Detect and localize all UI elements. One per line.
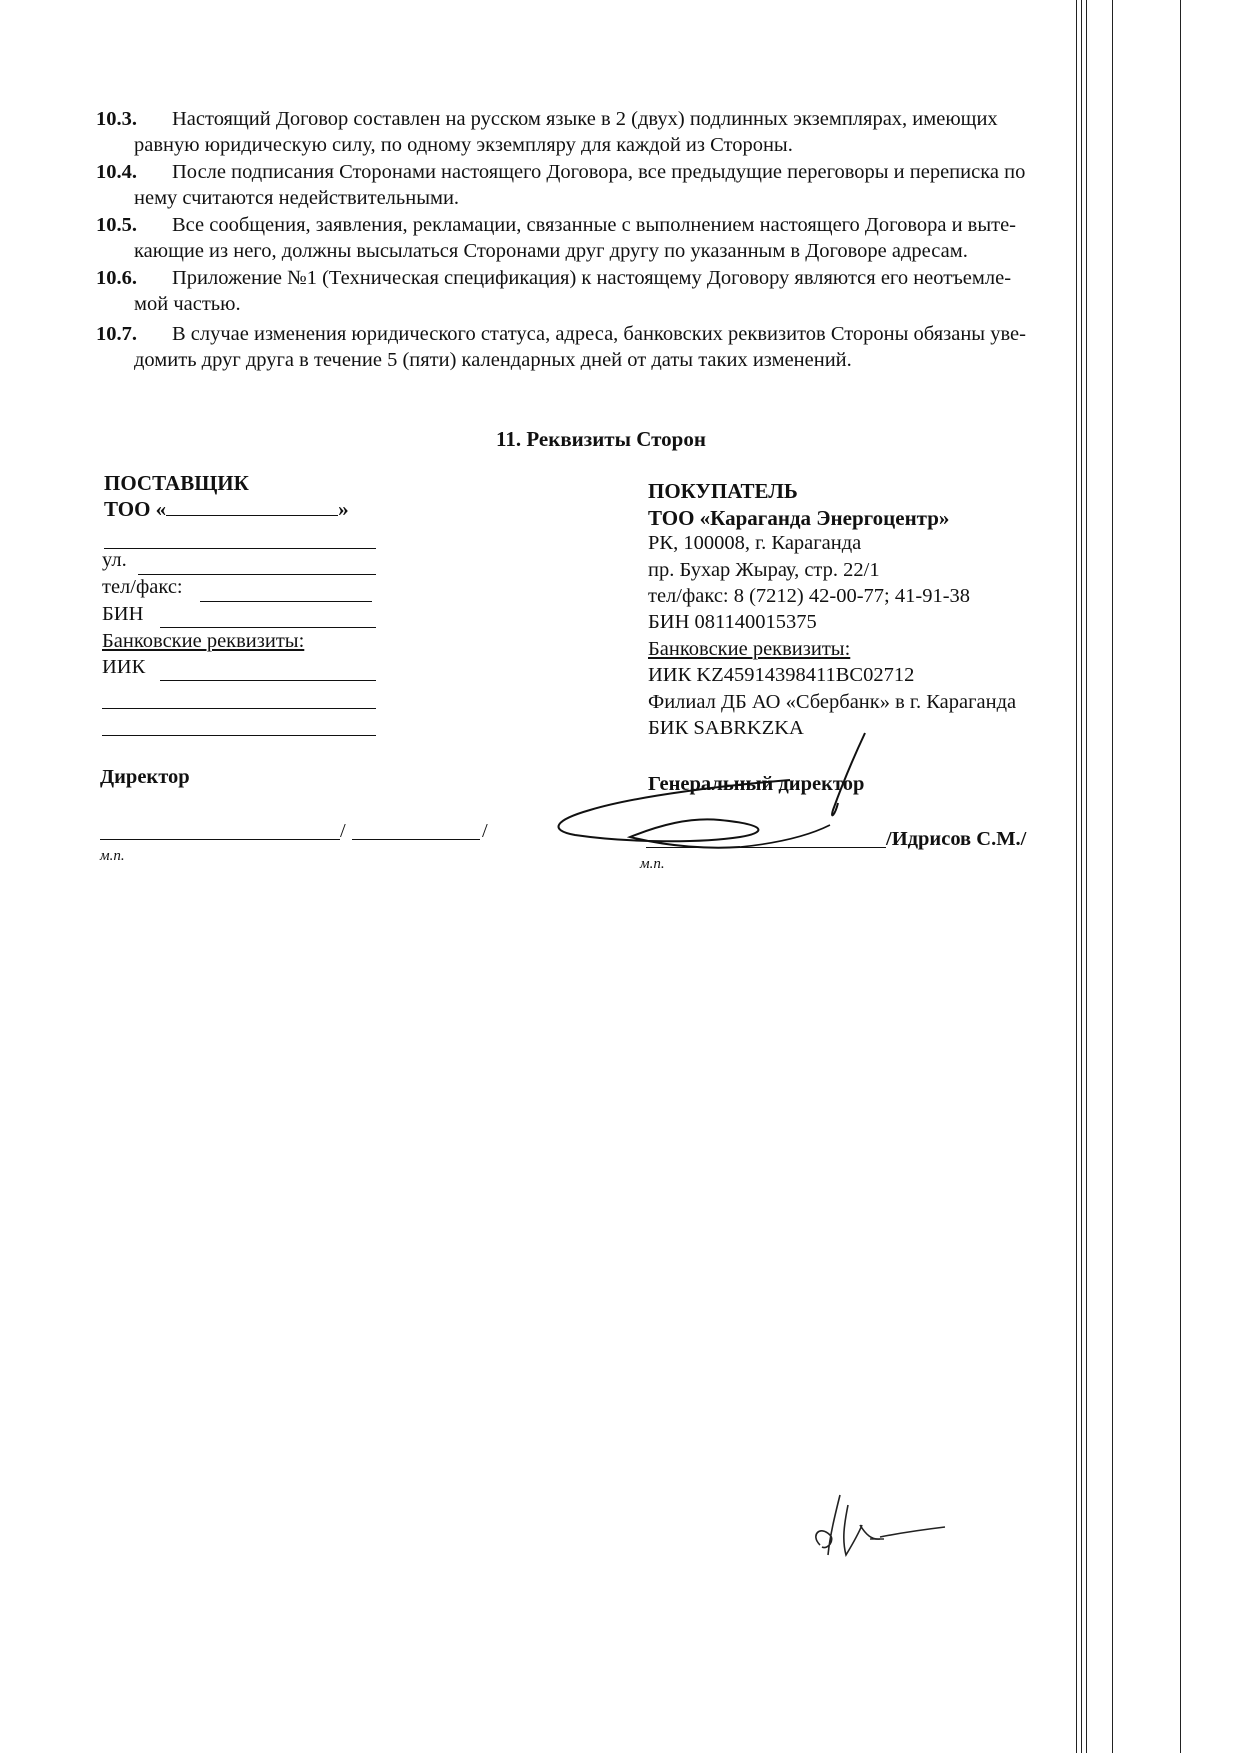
buyer-director-name: /Идрисов С.М./ xyxy=(886,828,1027,850)
buyer-address-line2: пр. Бухар Жырау, стр. 22/1 xyxy=(648,559,880,581)
clause-text-continued: кающие из него, должны высылаться Сторонами друг другу по указанным в Договоре адресам. xyxy=(134,240,968,262)
scan-border-line xyxy=(1086,0,1087,1753)
supplier-iik-label: ИИК xyxy=(102,656,146,678)
clause-text: Все сообщения, заявления, рекламации, связанные с выполнением настоящего Договора и выте- xyxy=(172,214,1017,236)
supplier-blank-line xyxy=(104,548,376,549)
director-signature xyxy=(550,725,890,855)
supplier-bin-line xyxy=(160,627,376,628)
supplier-company-suffix: » xyxy=(338,497,349,521)
supplier-name-line xyxy=(352,839,480,840)
section-title: 11. Реквизиты Сторон xyxy=(496,427,706,451)
supplier-street-line xyxy=(138,574,376,575)
supplier-company-prefix: ТОО « xyxy=(104,497,167,521)
clause-number: 10.5. xyxy=(96,214,137,236)
supplier-iik-line xyxy=(160,680,376,681)
clause-text: Приложение №1 (Техническая спецификация) к настоящему Договору являются его неотъемле- xyxy=(172,267,1012,289)
supplier-signature-line xyxy=(100,839,340,840)
buyer-iik: ИИК KZ45914398411BC02712 xyxy=(648,664,915,686)
buyer-bin: БИН 081140015375 xyxy=(648,611,817,633)
page-initials-signature xyxy=(800,1485,960,1565)
scan-border-line xyxy=(1081,0,1082,1753)
supplier-bank-label: Банковские реквизиты: xyxy=(102,630,305,652)
supplier-stamp-place: м.п. xyxy=(100,848,125,864)
clause-text-continued: домить друг друга в течение 5 (пяти) календарных дней от даты таких изменений. xyxy=(134,349,852,371)
buyer-address-line1: РК, 100008, г. Караганда xyxy=(648,532,862,554)
buyer-bank-label: Банковские реквизиты: xyxy=(648,638,851,660)
clause-text: После подписания Сторонами настоящего Договора, все предыдущие переговоры и переписка по xyxy=(172,161,1026,183)
supplier-blank-line xyxy=(102,708,376,709)
clause-number: 10.6. xyxy=(96,267,137,289)
supplier-director-label: Директор xyxy=(100,766,190,788)
supplier-bin-label: БИН xyxy=(102,603,144,625)
clause-text-continued: мой частью. xyxy=(134,293,241,315)
clause-text: Настоящий Договор составлен на русском языке в 2 (двух) подлинных экземплярах, имеющих xyxy=(172,108,998,130)
clause-number: 10.3. xyxy=(96,108,137,130)
clause-number: 10.7. xyxy=(96,323,137,345)
clause-number: 10.4. xyxy=(96,161,137,183)
scan-border-line xyxy=(1180,0,1181,1753)
supplier-phone-label: тел/факс: xyxy=(102,576,183,598)
clause-text-continued: нему считаются недействительными. xyxy=(134,187,460,209)
scan-border-line xyxy=(1076,0,1077,1753)
supplier-blank-line xyxy=(102,735,376,736)
clause-text-continued: равную юридическую силу, по одному экземпляру для каждой из Стороны. xyxy=(134,134,793,156)
supplier-company xyxy=(104,497,349,522)
scan-border-line xyxy=(1112,0,1113,1753)
buyer-phone: тел/факс: 8 (7212) 42-00-77; 41-91-38 xyxy=(648,585,971,607)
supplier-phone-line xyxy=(200,601,372,602)
buyer-heading: ПОКУПАТЕЛЬ xyxy=(648,479,798,503)
buyer-company: ТОО «Караганда Энергоцентр» xyxy=(648,506,950,530)
supplier-signature-slash: / xyxy=(482,820,488,842)
buyer-director-title: Генеральный директор xyxy=(648,773,865,795)
buyer-branch: Филиал ДБ АО «Сбербанк» в г. Караганда xyxy=(648,691,1017,713)
buyer-bik: БИК SABRKZKA xyxy=(648,717,804,739)
clause-text: В случае изменения юридического статуса, адреса, банковских реквизитов Стороны обязаны уве- xyxy=(172,323,1026,345)
buyer-stamp-place: м.п. xyxy=(640,856,665,872)
supplier-signature-slash: / xyxy=(340,820,346,842)
supplier-street-label: ул. xyxy=(102,549,127,571)
supplier-heading: ПОСТАВЩИК xyxy=(104,471,249,495)
